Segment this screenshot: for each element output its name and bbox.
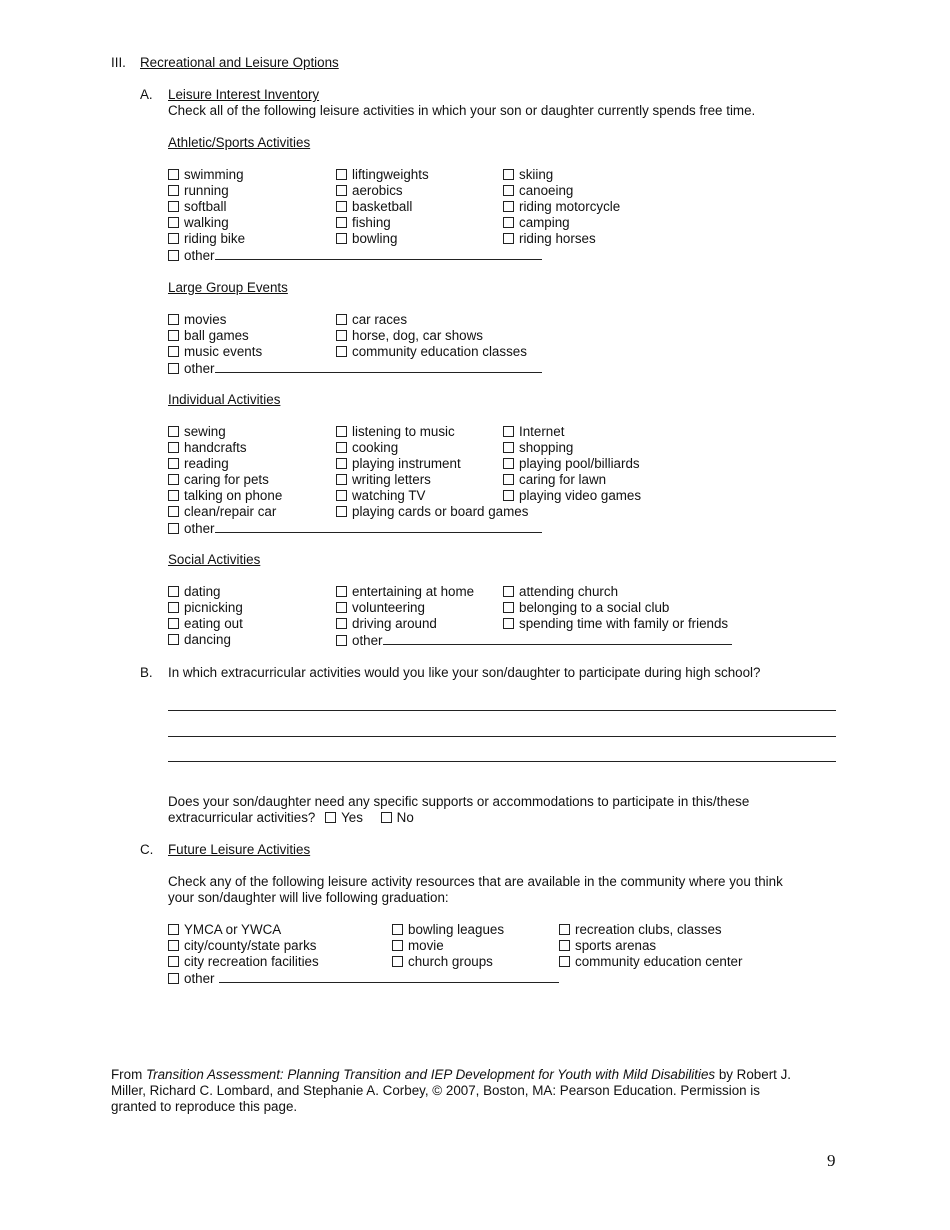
checkbox-liftingweights[interactable] xyxy=(336,169,347,180)
checkbox-social-driving-around[interactable] xyxy=(336,618,347,629)
no-label: No xyxy=(396,810,414,825)
checkbox-picnicking[interactable] xyxy=(168,602,179,613)
checkbox-label: driving around xyxy=(352,616,437,631)
checkbox-item-liftingweights[interactable] xyxy=(336,167,429,183)
checkbox-label: clean/repair car xyxy=(184,504,277,519)
checkbox-item-canoeing[interactable] xyxy=(503,183,573,199)
checkbox-item-horse-dog-car-shows[interactable] xyxy=(336,328,483,344)
checkbox-label: shopping xyxy=(519,440,574,455)
checkbox-item-attending-church[interactable] xyxy=(503,584,618,600)
checkbox-label: basketball xyxy=(352,199,413,214)
checkbox-playing-pool-billiards[interactable] xyxy=(503,458,514,469)
checkbox-recreation-clubs-classes[interactable] xyxy=(559,924,570,935)
footer-line1 xyxy=(111,1067,791,1083)
checkbox-item-watching-tv[interactable] xyxy=(336,488,425,504)
checkbox-label: riding motorcycle xyxy=(519,199,621,214)
checkbox-item-reading[interactable] xyxy=(168,456,229,472)
checkbox-clean-repair-car[interactable] xyxy=(168,506,179,517)
checkbox-watching-tv[interactable] xyxy=(336,490,347,501)
checkbox-item-athletic-other[interactable] xyxy=(168,247,542,264)
no-checkbox[interactable] xyxy=(381,812,392,823)
checkbox-label: camping xyxy=(519,215,570,230)
checkbox-label: church groups xyxy=(408,954,493,969)
checkbox-item-fishing[interactable] xyxy=(336,215,391,231)
checkbox-item-social-volunteering[interactable] xyxy=(336,600,425,616)
checkbox-label: sports arenas xyxy=(575,938,657,953)
individual-heading: Individual Activities xyxy=(168,392,281,407)
checkbox-playing-instrument[interactable] xyxy=(336,458,347,469)
checkbox-item-community-education-center[interactable] xyxy=(559,954,742,970)
checkbox-item-sports-arenas[interactable] xyxy=(559,938,656,954)
checkbox-walking[interactable] xyxy=(168,217,179,228)
part-a-title: Leisure Interest Inventory xyxy=(168,87,320,102)
checkbox-item-movies[interactable] xyxy=(168,312,226,328)
checkbox-label: playing video games xyxy=(519,488,642,503)
checkbox-social-other[interactable] xyxy=(336,635,347,646)
checkbox-bowling-leagues[interactable] xyxy=(392,924,403,935)
checkbox-item-caring-for-pets[interactable] xyxy=(168,472,269,488)
checkbox-label: skiing xyxy=(519,167,554,182)
checkbox-item-walking[interactable] xyxy=(168,215,229,231)
checkbox-item-internet[interactable] xyxy=(503,424,564,440)
checkbox-label: playing pool/billiards xyxy=(519,456,640,471)
checkbox-music-events[interactable] xyxy=(168,346,179,357)
checkbox-canoeing[interactable] xyxy=(503,185,514,196)
large-group-heading: Large Group Events xyxy=(168,280,288,295)
checkbox-internet[interactable] xyxy=(503,426,514,437)
checkbox-item-picnicking[interactable] xyxy=(168,600,243,616)
checkbox-item-skiing[interactable] xyxy=(503,167,553,183)
checkbox-sports-arenas[interactable] xyxy=(559,940,570,951)
checkbox-playing-video-games[interactable] xyxy=(503,490,514,501)
part-a-letter: A. xyxy=(140,87,153,102)
checkbox-item-spending-time-with-family-or-friends[interactable] xyxy=(503,616,728,632)
checkbox-dating[interactable] xyxy=(168,586,179,597)
checkbox-community-education-classes[interactable] xyxy=(336,346,347,357)
checkbox-camping[interactable] xyxy=(503,217,514,228)
checkbox-label: canoeing xyxy=(519,183,574,198)
checkbox-athletic-other[interactable] xyxy=(168,250,179,261)
checkbox-fishing[interactable] xyxy=(336,217,347,228)
checkbox-riding-bike[interactable] xyxy=(168,233,179,244)
checkbox-item-cooking[interactable] xyxy=(336,440,398,456)
answer-line-2[interactable] xyxy=(168,736,836,737)
checkbox-ymca-or-ywca[interactable] xyxy=(168,924,179,935)
checkbox-item-large-group-other[interactable] xyxy=(168,360,542,377)
checkbox-large-group-other[interactable] xyxy=(168,363,179,374)
checkbox-label: caring for lawn xyxy=(519,472,607,487)
checkbox-label: fishing xyxy=(352,215,391,230)
checkbox-label: swimming xyxy=(184,167,244,182)
checkbox-label: belonging to a social club xyxy=(519,600,670,615)
checkbox-playing-cards-or-board-games[interactable] xyxy=(336,506,347,517)
checkbox-label: softball xyxy=(184,199,227,214)
checkbox-label: bowling leagues xyxy=(408,922,505,937)
checkbox-sewing[interactable] xyxy=(168,426,179,437)
supports-question-line1: Does your son/daughter need any specific supports or accommodations to participate in this/these xyxy=(168,794,750,809)
other-fill-line[interactable] xyxy=(215,520,542,533)
checkbox-label: spending time with family or friends xyxy=(519,616,729,631)
checkbox-movie[interactable] xyxy=(392,940,403,951)
checkbox-label: city/county/state parks xyxy=(184,938,317,953)
checkbox-item-social-entertaining-at-home[interactable] xyxy=(336,584,474,600)
checkbox-label: other xyxy=(184,521,215,536)
checkbox-label: recreation clubs, classes xyxy=(575,922,722,937)
checkbox-movies[interactable] xyxy=(168,314,179,325)
checkbox-horse-dog-car-shows[interactable] xyxy=(336,330,347,341)
checkbox-label: community education classes xyxy=(352,344,527,359)
checkbox-item-writing-letters[interactable] xyxy=(336,472,431,488)
checkbox-item-community-education-classes[interactable] xyxy=(336,344,527,360)
checkbox-label: liftingweights xyxy=(352,167,429,182)
checkbox-item-caring-for-lawn[interactable] xyxy=(503,472,606,488)
checkbox-item-bowling[interactable] xyxy=(336,231,397,247)
footer-from: From xyxy=(111,1067,146,1082)
checkbox-label: cooking xyxy=(352,440,399,455)
checkbox-item-ball-games[interactable] xyxy=(168,328,249,344)
checkbox-item-listening-to-music[interactable] xyxy=(336,424,455,440)
checkbox-item-playing-instrument[interactable] xyxy=(336,456,461,472)
checkbox-label: movie xyxy=(408,938,444,953)
checkbox-caring-for-lawn[interactable] xyxy=(503,474,514,485)
section-title: Recreational and Leisure Options xyxy=(140,55,339,70)
checkbox-item-social-driving-around[interactable] xyxy=(336,616,437,632)
supports-question-text: extracurricular activities? xyxy=(168,810,316,825)
checkbox-item-playing-pool-billiards[interactable] xyxy=(503,456,640,472)
checkbox-label: playing cards or board games xyxy=(352,504,529,519)
checkbox-label: Internet xyxy=(519,424,565,439)
checkbox-label: listening to music xyxy=(352,424,455,439)
checkbox-label: bowling xyxy=(352,231,398,246)
checkbox-item-dancing[interactable] xyxy=(168,632,231,648)
footer-line3: granted to reproduce this page. xyxy=(111,1099,298,1114)
checkbox-softball[interactable] xyxy=(168,201,179,212)
checkbox-label: riding bike xyxy=(184,231,246,246)
checkbox-item-handcrafts[interactable] xyxy=(168,440,247,456)
checkbox-riding-motorcycle[interactable] xyxy=(503,201,514,212)
checkbox-attending-church[interactable] xyxy=(503,586,514,597)
checkbox-swimming[interactable] xyxy=(168,169,179,180)
checkbox-riding-horses[interactable] xyxy=(503,233,514,244)
checkbox-social-entertaining-at-home[interactable] xyxy=(336,586,347,597)
checkbox-item-recreation-clubs-classes[interactable] xyxy=(559,922,722,938)
checkbox-label: other xyxy=(184,971,215,986)
checkbox-label: walking xyxy=(184,215,229,230)
answer-line-1[interactable] xyxy=(168,710,836,711)
checkbox-label: talking on phone xyxy=(184,488,283,503)
checkbox-item-bowling-leagues[interactable] xyxy=(392,922,504,938)
checkbox-item-softball[interactable] xyxy=(168,199,226,215)
checkbox-city-recreation-facilities[interactable] xyxy=(168,956,179,967)
part-a-instruction: Check all of the following leisure activities in which your son or daughter currently spends free time. xyxy=(168,103,756,118)
checkbox-label: writing letters xyxy=(352,472,431,487)
other-fill-line[interactable] xyxy=(219,970,559,983)
checkbox-item-ymca-or-ywca[interactable] xyxy=(168,922,281,938)
checkbox-bowling[interactable] xyxy=(336,233,347,244)
other-fill-line[interactable] xyxy=(215,247,542,260)
checkbox-community-education-center[interactable] xyxy=(559,956,570,967)
yes-label: Yes xyxy=(341,810,363,825)
checkbox-item-playing-cards-or-board-games[interactable] xyxy=(336,504,528,520)
checkbox-label: watching TV xyxy=(352,488,426,503)
checkbox-item-running[interactable] xyxy=(168,183,229,199)
checkbox-caring-for-pets[interactable] xyxy=(168,474,179,485)
checkbox-label: movies xyxy=(184,312,227,327)
yes-checkbox[interactable] xyxy=(325,812,336,823)
checkbox-item-camping[interactable] xyxy=(503,215,570,231)
supports-question-line2 xyxy=(168,810,414,826)
checkbox-label: dating xyxy=(184,584,221,599)
checkbox-item-social-other[interactable] xyxy=(336,632,732,649)
other-fill-line[interactable] xyxy=(383,632,732,645)
checkbox-label: caring for pets xyxy=(184,472,269,487)
athletic-heading: Athletic/Sports Activities xyxy=(168,135,311,150)
part-b-question: In which extracurricular activities would you like your son/daughter to participate during high school? xyxy=(168,665,761,680)
checkbox-item-riding-horses[interactable] xyxy=(503,231,596,247)
checkbox-item-shopping[interactable] xyxy=(503,440,573,456)
checkbox-label: other xyxy=(184,248,215,263)
checkbox-item-playing-video-games[interactable] xyxy=(503,488,641,504)
checkbox-cooking[interactable] xyxy=(336,442,347,453)
answer-line-3[interactable] xyxy=(168,761,836,762)
checkbox-label: community education center xyxy=(575,954,743,969)
checkbox-label: entertaining at home xyxy=(352,584,475,599)
footer-line2: Miller, Richard C. Lombard, and Stephanie A. Corbey, © 2007, Boston, MA: Pearson Education. Permission is xyxy=(111,1083,760,1098)
checkbox-item-eating-out[interactable] xyxy=(168,616,243,632)
checkbox-label: city recreation facilities xyxy=(184,954,319,969)
checkbox-social-volunteering[interactable] xyxy=(336,602,347,613)
checkbox-item-music-events[interactable] xyxy=(168,344,262,360)
checkbox-church-groups[interactable] xyxy=(392,956,403,967)
checkbox-item-riding-motorcycle[interactable] xyxy=(503,199,620,215)
checkbox-label: other xyxy=(352,633,383,648)
checkbox-label: reading xyxy=(184,456,229,471)
checkbox-label: other xyxy=(184,361,215,376)
checkbox-eating-out[interactable] xyxy=(168,618,179,629)
checkbox-item-city-recreation-facilities[interactable] xyxy=(168,954,319,970)
checkbox-item-future-other[interactable] xyxy=(168,970,559,987)
checkbox-listening-to-music[interactable] xyxy=(336,426,347,437)
part-c-letter: C. xyxy=(140,842,154,857)
social-heading: Social Activities xyxy=(168,552,261,567)
checkbox-label: eating out xyxy=(184,616,243,631)
checkbox-car-races[interactable] xyxy=(336,314,347,325)
checkbox-basketball[interactable] xyxy=(336,201,347,212)
checkbox-item-belonging-to-a-social-club[interactable] xyxy=(503,600,669,616)
checkbox-label: sewing xyxy=(184,424,226,439)
checkbox-label: horse, dog, car shows xyxy=(352,328,483,343)
other-fill-line[interactable] xyxy=(215,360,542,373)
checkbox-item-riding-bike[interactable] xyxy=(168,231,245,247)
page-number: 9 xyxy=(827,1151,836,1170)
checkbox-item-movie[interactable] xyxy=(392,938,444,954)
checkbox-label: volunteering xyxy=(352,600,425,615)
checkbox-item-swimming[interactable] xyxy=(168,167,244,183)
checkbox-item-sewing[interactable] xyxy=(168,424,226,440)
part-b-letter: B. xyxy=(140,665,153,680)
part-c-instruction-line2: your son/daughter will live following graduation: xyxy=(168,890,449,905)
checkbox-ball-games[interactable] xyxy=(168,330,179,341)
checkbox-item-aerobics[interactable] xyxy=(336,183,403,199)
part-c-instruction-line1: Check any of the following leisure activity resources that are available in the community where you think xyxy=(168,874,783,889)
checkbox-skiing[interactable] xyxy=(503,169,514,180)
checkbox-individual-other[interactable] xyxy=(168,523,179,534)
checkbox-shopping[interactable] xyxy=(503,442,514,453)
checkbox-running[interactable] xyxy=(168,185,179,196)
checkbox-label: playing instrument xyxy=(352,456,461,471)
checkbox-label: aerobics xyxy=(352,183,403,198)
checkbox-item-clean-repair-car[interactable] xyxy=(168,504,276,520)
checkbox-reading[interactable] xyxy=(168,458,179,469)
checkbox-handcrafts[interactable] xyxy=(168,442,179,453)
checkbox-label: picnicking xyxy=(184,600,243,615)
checkbox-aerobics[interactable] xyxy=(336,185,347,196)
checkbox-item-basketball[interactable] xyxy=(336,199,412,215)
checkbox-item-dating[interactable] xyxy=(168,584,220,600)
checkbox-talking-on-phone[interactable] xyxy=(168,490,179,501)
checkbox-label: car races xyxy=(352,312,408,327)
checkbox-future-other[interactable] xyxy=(168,973,179,984)
footer-book-title: Transition Assessment: Planning Transition and IEP Development for Youth with Mild Disabilities xyxy=(145,1067,716,1082)
checkbox-label: YMCA or YWCA xyxy=(184,922,282,937)
checkbox-label: attending church xyxy=(519,584,619,599)
checkbox-item-car-races[interactable] xyxy=(336,312,407,328)
footer-authors-start: by Robert J. xyxy=(715,1067,792,1082)
checkbox-label: music events xyxy=(184,344,263,359)
checkbox-item-city-county-state-parks[interactable] xyxy=(168,938,316,954)
part-c-title: Future Leisure Activities xyxy=(168,842,311,857)
checkbox-item-individual-other[interactable] xyxy=(168,520,542,537)
checkbox-dancing[interactable] xyxy=(168,634,179,645)
checkbox-label: riding horses xyxy=(519,231,596,246)
checkbox-label: ball games xyxy=(184,328,249,343)
section-numeral: III. xyxy=(111,55,126,70)
checkbox-label: handcrafts xyxy=(184,440,247,455)
checkbox-label: running xyxy=(184,183,229,198)
checkbox-label: dancing xyxy=(184,632,231,647)
checkbox-spending-time-with-family-or-friends[interactable] xyxy=(503,618,514,629)
checkbox-belonging-to-a-social-club[interactable] xyxy=(503,602,514,613)
checkbox-item-church-groups[interactable] xyxy=(392,954,493,970)
checkbox-city-county-state-parks[interactable] xyxy=(168,940,179,951)
checkbox-writing-letters[interactable] xyxy=(336,474,347,485)
checkbox-item-talking-on-phone[interactable] xyxy=(168,488,282,504)
